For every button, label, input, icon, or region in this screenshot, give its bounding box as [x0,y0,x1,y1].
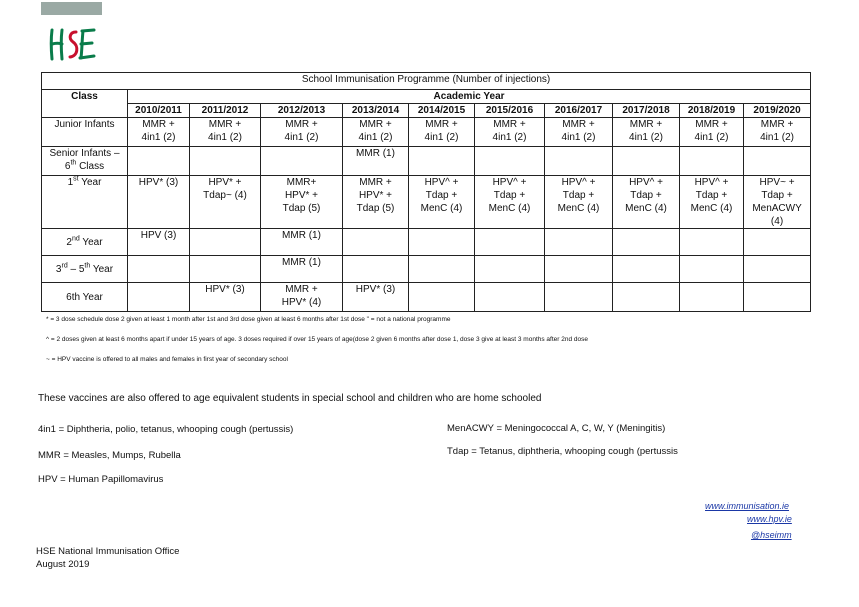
cell-line: HPV* (4) [281,297,322,308]
table-cell [190,229,261,256]
cell-line: 4in1 (2) [358,132,393,143]
cell-line: HPV^ + [424,177,459,188]
row-label: 3rd – 5th Year [42,256,128,283]
row-label: 1st Year [42,176,128,229]
cell-line: MenC (4) [625,203,667,214]
cell-line: Tdap + [695,190,728,201]
link-twitter[interactable]: @hseimm [751,530,792,540]
table-cell [475,118,545,147]
row-label: Senior Infants – 6th Class [42,147,128,176]
table-cell [190,256,261,283]
table-cell [545,283,613,312]
row-senior-infants [42,147,811,176]
year-header: 2010/2011 [128,104,190,118]
table-cell [680,147,744,176]
cell-line: MMR + [760,119,794,130]
immunisation-table [41,72,811,312]
table-cell [613,176,680,229]
row-sixth-year [42,283,811,312]
table-cell [190,118,261,147]
table-cell [545,147,613,176]
table-cell [613,147,680,176]
cell-line: MenC (4) [557,203,600,214]
cell-line: HPV (3) [140,230,177,241]
cell-line: HPV^ + [561,177,596,188]
cell-line: MMR (1) [282,257,321,268]
table-cell [744,256,811,283]
year-header: 2012/2013 [261,104,343,118]
table-cell [190,283,261,312]
cell-line: HPV* (3) [205,284,245,295]
table-cell [409,118,475,147]
table-cell [613,118,680,147]
link-hpv[interactable]: www.hpv.ie [747,514,792,524]
class-header: Class [42,90,128,118]
table-cell [343,256,409,283]
year-header: 2018/2019 [680,104,744,118]
table-cell [475,256,545,283]
cell-line: Tdap (5) [282,203,321,214]
table-cell [680,283,744,312]
table-cell [261,176,343,229]
year-header: 2015/2016 [475,104,545,118]
cell-line: HPV^ + [629,177,663,188]
table-cell [744,118,811,147]
cell-line: HPV* (3) [138,177,179,188]
cell-line: Tdap + [630,190,662,201]
cell-line: 4in1 (2) [760,132,794,143]
table-cell [261,118,343,147]
cell-line: 4in1 (2) [561,132,596,143]
table-cell [613,229,680,256]
cell-line: HPV* (3) [355,284,396,295]
cell-line: Tdap + [493,190,526,201]
cell-line: Tdap + [562,190,595,201]
table-cell [744,229,811,256]
table-cell [409,176,475,229]
table-cell [261,256,343,283]
cell-line: MenC (4) [488,203,531,214]
table-cell [613,256,680,283]
table-cell [343,147,409,176]
note-caret: ^ = 2 doses given at least 6 months apart if under 15 years of age. 3 doses required if over 15 years of age(dose 2 given 6 months after dose 1, dose 3 give at least 3 months after 2nd dose [46,336,588,343]
note-star: * = 3 dose schedule dose 2 given at least 1 month after 1st and 3rd dose given at least 6 months after 1st dose " = not a national programme [46,316,451,323]
def-tdap: Tdap = Tetanus, diphtheria, whooping cough (pertussis [447,446,678,457]
top-color-bar [41,2,102,15]
cell-line: HPV^ + [694,177,729,188]
table-cell [545,256,613,283]
year-header: 2014/2015 [409,104,475,118]
table-cell [680,118,744,147]
table-cell [475,147,545,176]
table-cell [680,229,744,256]
cell-line: Tdap (5) [356,203,395,214]
table-cell [409,229,475,256]
cell-line: MMR + [629,119,663,130]
table-cell [744,283,811,312]
cell-line: 4in1 (2) [694,132,729,143]
cell-line: 4in1 (2) [424,132,459,143]
table-cell [190,176,261,229]
cell-line: MMR + [285,284,318,295]
hse-logo [46,26,98,62]
cell-line: Tdap~ (4) [203,190,247,201]
cell-line: MenC (4) [420,203,463,214]
row-label: Junior Infants [42,118,128,147]
cell-line: MMR + [142,119,175,130]
link-immunisation[interactable]: www.immunisation.ie [705,501,790,511]
def-mmr: MMR = Measles, Mumps, Rubella [38,450,181,461]
cell-line: Tdap + [761,190,793,201]
cell-line: HPV* + [358,190,393,201]
cell-line: MMR (1) [356,148,395,159]
table-cell [409,147,475,176]
cell-line: MMR (1) [282,230,321,241]
cell-line: MMR + [493,119,526,130]
table-cell [128,256,190,283]
table-cell [744,176,811,229]
year-header: 2016/2017 [545,104,613,118]
also-offered-text: These vaccines are also offered to age equivalent students in special school and children who are home schooled [38,393,542,404]
cell-line: HPV* + [208,177,242,188]
table-cell [475,283,545,312]
year-header: 2011/2012 [190,104,261,118]
def-menacwy: MenACWY = Meningococcal A, C, W, Y (Meningitis) [447,423,666,434]
table-cell [409,283,475,312]
table-cell [545,229,613,256]
year-header: 2019/2020 [744,104,811,118]
cell-line: 4in1 (2) [284,132,319,143]
cell-line: MMR + [695,119,728,130]
cell-line: HPV^ + [492,177,527,188]
cell-line: MMR + [359,119,392,130]
table-cell [545,176,613,229]
table-cell [343,176,409,229]
table-cell [261,283,343,312]
year-header: 2017/2018 [613,104,680,118]
cell-line: MMR+ [286,177,317,188]
table-cell [744,147,811,176]
note-tilde: ~ = HPV vaccine is offered to all males and females in first year of secondary school [46,356,288,363]
table-cell [261,229,343,256]
year-header: 2013/2014 [343,104,409,118]
cell-line: MenACWY (4) [752,203,802,227]
def-hpv: HPV = Human Papillomavirus [38,474,164,485]
table-cell [128,118,190,147]
row-label: 6th Year [42,283,128,312]
table-cell [128,176,190,229]
cell-line: 4in1 (2) [492,132,527,143]
cell-line: MMR + [285,119,318,130]
table-title: School Immunisation Programme (Number of injections) [42,73,811,90]
row-third-fifth-year [42,256,811,283]
table-cell [128,229,190,256]
table-cell [409,256,475,283]
cell-line: MenC (4) [690,203,733,214]
table-cell [261,147,343,176]
cell-line: HPV~ + [759,177,795,188]
table-cell [680,256,744,283]
footer-office: HSE National Immunisation Office [36,546,180,557]
cell-line: MMR + [425,119,458,130]
table-cell [475,176,545,229]
table-cell [343,283,409,312]
row-label: 2nd Year [42,229,128,256]
table-cell [343,118,409,147]
cell-line: MMR + [562,119,595,130]
cell-line: 4in1 (2) [208,132,242,143]
cell-line: 4in1 (2) [629,132,663,143]
cell-line: MMR + [208,119,242,130]
table-cell [545,118,613,147]
row-first-year [42,176,811,229]
cell-line: HPV* + [284,190,319,201]
table-cell [475,229,545,256]
row-junior-infants [42,118,811,147]
cell-line: 4in1 (2) [141,132,176,143]
table-cell [343,229,409,256]
def-4in1: 4in1 = Diphtheria, polio, tetanus, whooping cough (pertussis) [38,424,294,435]
table-cell [613,283,680,312]
cell-line: Tdap + [425,190,458,201]
cell-line: MMR + [359,177,392,188]
table-cell [190,147,261,176]
academic-year-header: Academic Year [128,90,811,104]
row-second-year [42,229,811,256]
footer-date: August 2019 [36,559,90,570]
table-cell [680,176,744,229]
table-cell [128,283,190,312]
table-cell [128,147,190,176]
